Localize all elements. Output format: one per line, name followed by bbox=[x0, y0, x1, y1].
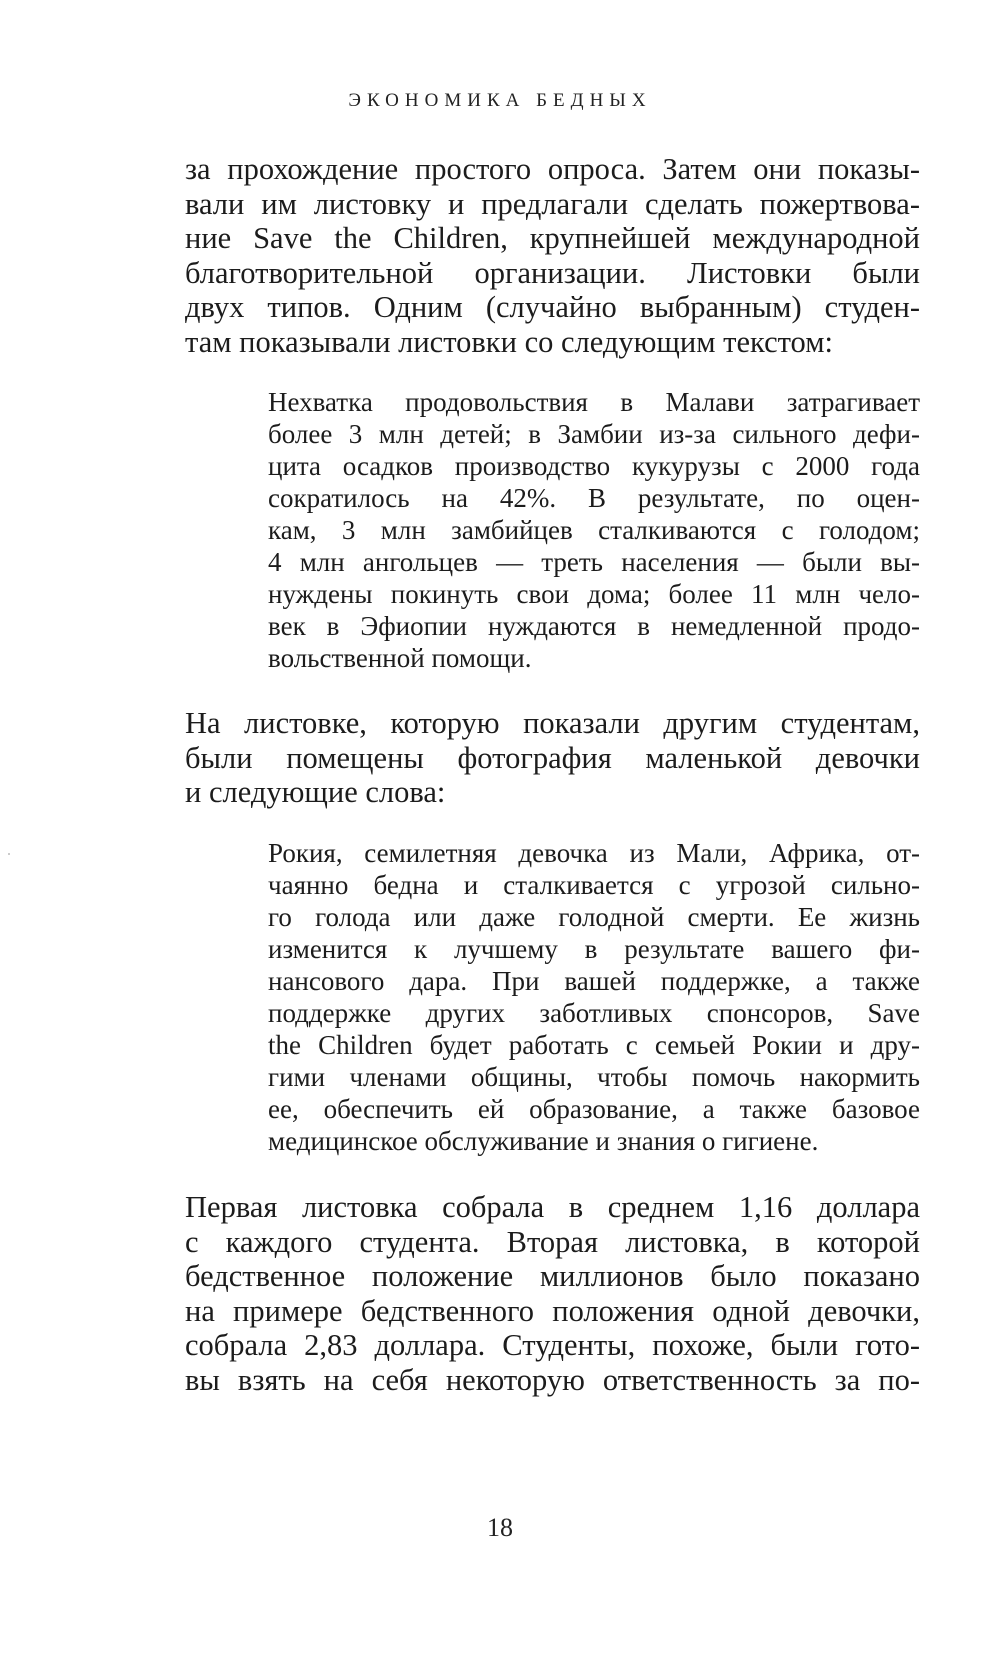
quote-line: цита осадков производство кукурузы с 2000 года bbox=[268, 451, 920, 481]
text-line: там показывали листовки со следующим текстом: bbox=[185, 324, 833, 359]
quote-line: Нехватка продовольствия в Малави затрагивает bbox=[268, 387, 920, 417]
quote-line: более 3 млн детей; в Замбии из-за сильного дефи- bbox=[268, 419, 920, 449]
quote-line: изменится к лучшему в результате вашего фи- bbox=[268, 934, 920, 964]
quote-line: Рокия, семилетняя девочка из Мали, Африка, от- bbox=[268, 838, 920, 868]
text-line: ние Save the Children, крупнейшей международной bbox=[185, 221, 920, 255]
text-line: вали им листовку и предлагали сделать пожертвова- bbox=[185, 186, 920, 221]
text-line: и следующие слова: bbox=[185, 775, 446, 809]
quote-line: поддержке других заботливых спонсоров, Save bbox=[268, 998, 920, 1028]
text-line: на примере бедственного положения одной девочки, bbox=[185, 1293, 920, 1328]
quote-line: гими членами общины, чтобы помочь накормить bbox=[268, 1062, 920, 1092]
text-line: были помещены фотография маленькой девочки bbox=[185, 740, 920, 775]
quote-line: кам, 3 млн замбийцев сталкиваются с голодом; bbox=[268, 515, 920, 545]
quote-line: нуждены покинуть свои дома; более 11 млн чело- bbox=[268, 579, 920, 609]
text-line: бедственное положение миллионов было показано bbox=[185, 1259, 920, 1293]
quote-line: век в Эфиопии нуждаются в немедленной продо- bbox=[268, 611, 920, 641]
running-title: ЭКОНОМИКА БЕДНЫХ bbox=[348, 90, 652, 111]
quote-line: го голода или даже голодной смерти. Ее жизнь bbox=[268, 902, 920, 932]
paper-speck bbox=[8, 853, 10, 855]
text-line: с каждого студента. Вторая листовка, в которой bbox=[185, 1224, 920, 1259]
text-line: двух типов. Одним (случайно выбранным) студен- bbox=[185, 290, 920, 324]
quote-line: нансового дара. При вашей поддержке, а также bbox=[268, 966, 920, 996]
quote-line: 4 млн ангольцев — треть населения — были вы- bbox=[268, 547, 920, 577]
quote-line: ее, обеспечить ей образование, а также базовое bbox=[268, 1094, 920, 1124]
paragraph-1 bbox=[185, 152, 920, 359]
text-line: На листовке, которую показали другим студентам, bbox=[185, 706, 920, 740]
quote-line: сократилось на 42%. В результате, по оцен- bbox=[268, 483, 920, 513]
text-line: вы взять на себя некоторую ответственность за по- bbox=[185, 1362, 920, 1397]
quote-line: чаянно бедна и сталкивается с угрозой сильно- bbox=[268, 870, 920, 900]
quote-line: the Children будет работать с семьей Рокии и дру- bbox=[268, 1030, 920, 1060]
quote-line: медицинское обслуживание и знания о гигиене. bbox=[268, 1126, 819, 1156]
paragraph-2 bbox=[185, 706, 920, 810]
quote-line: вольственной помощи. bbox=[268, 643, 532, 673]
text-line: Первая листовка собрала в среднем 1,16 доллара bbox=[185, 1190, 920, 1224]
quote-1 bbox=[268, 386, 920, 674]
quote-2 bbox=[268, 837, 920, 1157]
text-line: благотворительной организации. Листовки были bbox=[185, 255, 920, 290]
text-line: за прохождение простого опроса. Затем они показы- bbox=[185, 152, 920, 186]
page-number: 18 bbox=[487, 1513, 513, 1542]
paragraph-3 bbox=[185, 1190, 920, 1397]
text-line: собрала 2,83 доллара. Студенты, похоже, были гото- bbox=[185, 1328, 920, 1362]
